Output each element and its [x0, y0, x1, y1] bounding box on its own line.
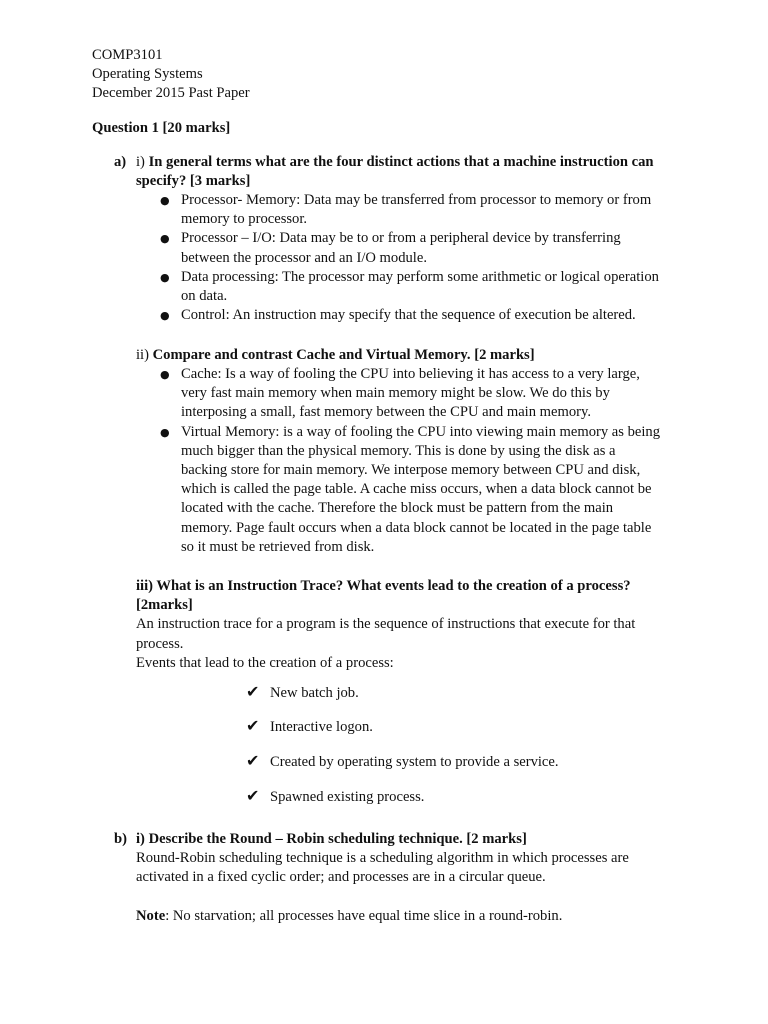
part-a-iii-events-intro: Events that lead to the creation of a process:	[136, 654, 394, 671]
bullet-dot-icon: ●	[160, 368, 170, 381]
bullet-dot-icon: ●	[160, 194, 170, 207]
note-text: : No starvation; all processes have equal time slice in a round-robin.	[165, 908, 563, 924]
bullet-item-processor-memory: ● Processor- Memory: Data may be transferred from processor to memory or from memory to processor.	[160, 192, 652, 228]
part-a-iii-answer-line-1: An instruction trace for a program is the sequence of instructions that execute for that	[136, 616, 636, 633]
checkmark-icon: ✔	[246, 751, 260, 770]
part-b-i-answer-line-2: activated in a fixed cyclic order; and processes are in a circular queue.	[136, 869, 546, 886]
bullet-dot-icon: ●	[160, 232, 170, 246]
bullet-item-processor-io: ● Processor – I/O: Data may be to or from a peripheral device by transferring between the processor and an I/O module.	[160, 230, 621, 266]
bullet-item-control: ● Control: An instruction may specify that the sequence of execution be altered.	[160, 306, 700, 325]
bullet-item-virtual-memory: ● Virtual Memory: is a way of fooling the CPU into viewing main memory as being much bigger than the physical memory. This is done by using the disk as a backing store for main memory. We interpose memory between CPU and disk, which is called the page table. A cache miss occurs, when a data block cannot be located with the cache. Therefore the block must be pattern from the main memory. Page fault occurs when a data block cannot be located in the page table so it must be retrieved from disk.	[160, 423, 661, 555]
part-a-marker: a)	[114, 154, 127, 170]
part-b-note	[136, 907, 562, 926]
part-a-i-prefix: i)	[136, 154, 149, 170]
document-header	[92, 46, 250, 104]
bullet-dot-icon: ●	[160, 309, 170, 323]
paper-date: December 2015 Past Paper	[92, 85, 250, 102]
event-item-os-service: ✔ Created by operating system to provide a service.	[246, 751, 559, 770]
course-subject: Operating Systems	[92, 66, 203, 83]
part-b-marker: b)	[114, 831, 127, 847]
question-1-title: Question 1 [20 marks]	[92, 120, 231, 136]
part-a-i-bullet-list	[160, 191, 700, 325]
note-label: Note	[136, 908, 166, 924]
bullet-dot-icon: ●	[160, 270, 170, 284]
bullet-item-data-processing: ● Data processing: The processor may perform some arithmetic or logical operation on data.	[160, 268, 659, 305]
part-a-ii-prefix: ii)	[136, 347, 153, 363]
part-a-ii-question-text: Compare and contrast Cache and Virtual Memory. [2 marks]	[152, 347, 535, 363]
checkmark-icon: ✔	[246, 716, 260, 735]
part-b-i-question: i) Describe the Round – Robin scheduling technique. [2 marks]	[136, 831, 527, 847]
part-a-iii-question-line-1: iii) What is an Instruction Trace? What events lead to the creation of a process?	[136, 578, 631, 594]
event-item-batch-job: ✔ New batch job.	[246, 682, 359, 701]
checkmark-icon: ✔	[246, 682, 260, 701]
part-a-iii-answer-line-2: process.	[136, 635, 184, 652]
part-b-i-section	[136, 830, 629, 888]
event-item-spawned-process: ✔ Spawned existing process.	[246, 786, 425, 805]
part-a-ii-bullet-list	[160, 365, 700, 557]
part-a-i-question-line-2: specify? [3 marks]	[136, 173, 251, 190]
part-b-i-answer-line-1: Round-Robin scheduling technique is a scheduling algorithm in which processes are	[136, 850, 629, 867]
bullet-item-cache: ● Cache: Is a way of fooling the CPU into believing it has access to a very large, very fast main memory when main memory might be slow. We do this by interposing a small, fast memory between the CPU and main memory.	[160, 366, 640, 421]
course-code: COMP3101	[92, 47, 163, 63]
part-a-iii-question-line-2: [2marks]	[136, 597, 193, 614]
part-a-i-question	[136, 153, 654, 191]
part-a-ii-question	[136, 346, 535, 365]
part-a-i-question-line-1: In general terms what are the four distinct actions that a machine instruction can	[148, 154, 654, 170]
bullet-dot-icon: ●	[160, 425, 170, 439]
checkmark-icon: ✔	[246, 786, 260, 805]
part-a-iii-section	[136, 577, 635, 673]
event-item-interactive-logon: ✔ Interactive logon.	[246, 716, 373, 735]
